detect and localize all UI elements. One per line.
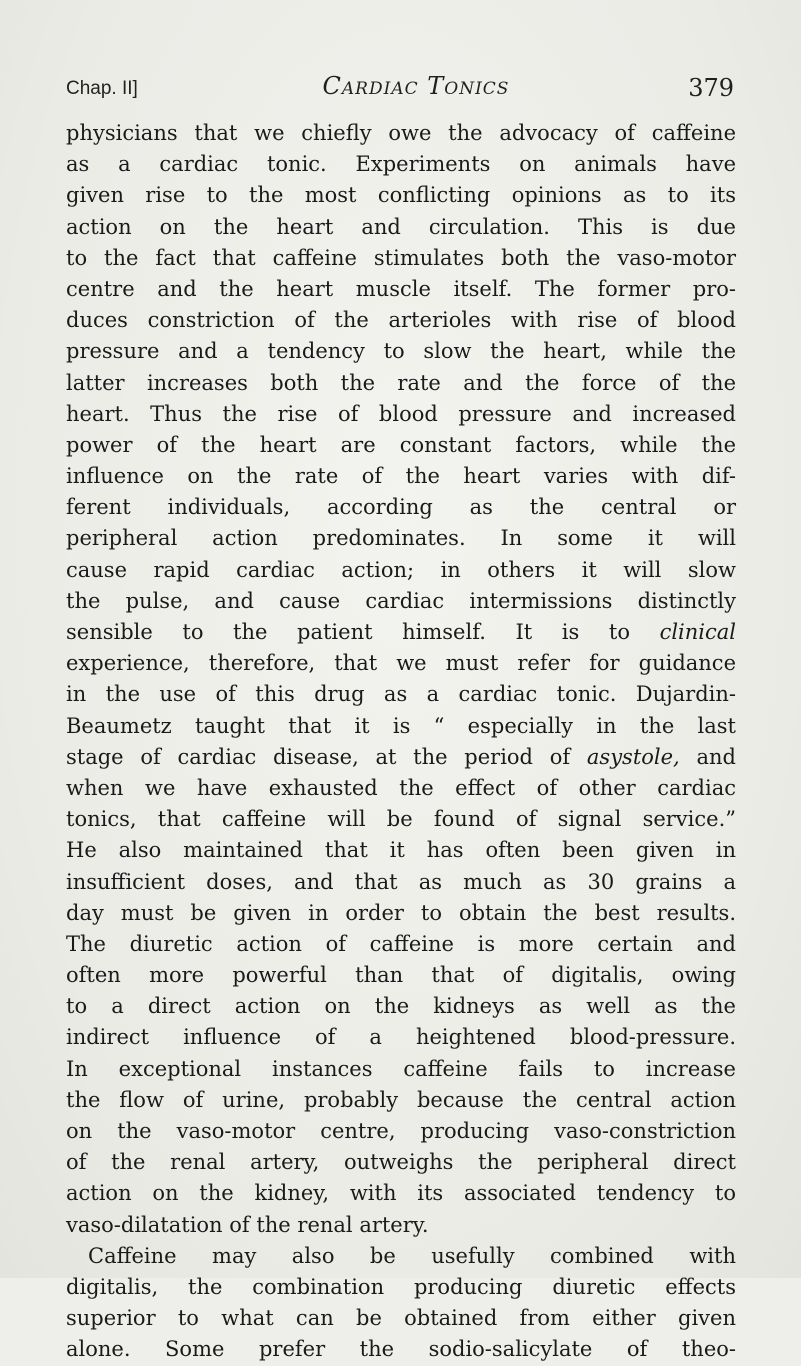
chapter-label: Chap. II]: [66, 78, 138, 99]
text-line: Beaumetz taught that it is “ especially in the last: [66, 713, 736, 738]
text-line: the pulse, and cause cardiac intermissions distinctly: [66, 588, 736, 613]
text-line: In exceptional instances caffeine fails to increase: [66, 1056, 736, 1081]
text-line: when we have exhausted the effect of other cardiac: [66, 775, 736, 800]
page-number: 379: [688, 74, 734, 102]
body-text: [66, 118, 736, 1366]
italic-term: asystole,: [586, 744, 680, 769]
text-line: indirect influence of a heightened blood-pressure.: [66, 1025, 736, 1050]
text-line: action on the kidney, with its associated tendency to: [66, 1181, 736, 1206]
text-line: given rise to the most conflicting opinions as to its: [66, 183, 736, 208]
text-line: heart. Thus the rise of blood pressure and increased: [66, 401, 736, 426]
text-line: digitalis, the combination producing diuretic effects: [66, 1274, 736, 1299]
running-header: [66, 72, 736, 112]
text-line: experience, therefore, that we must refer for guidance: [66, 651, 736, 676]
text-line: on the vaso-motor centre, producing vaso-constriction: [66, 1119, 736, 1143]
text-line: often more powerful than that of digitalis, owing: [66, 963, 736, 988]
text-line: physicians that we chiefly owe the advocacy of caffeine: [66, 121, 736, 145]
text-line: pressure and a tendency to slow the heart, while the: [66, 339, 736, 364]
text-line: as a cardiac tonic. Experiments on animals have: [66, 152, 736, 177]
text-line: centre and the heart muscle itself. The former pro-: [66, 276, 736, 301]
text-line-with-italic: [66, 742, 736, 773]
text-line: duces constriction of the arterioles with rise of blood: [66, 308, 736, 333]
paragraph-start-line: Caffeine may also be usefully combined with: [88, 1243, 736, 1268]
text-line: cause rapid cardiac action; in others it will slow: [66, 557, 736, 582]
text-line-with-italic: [66, 617, 736, 648]
text-line: of the renal artery, outweighs the peripheral direct: [66, 1150, 736, 1175]
paragraph-end-line: vaso-dilatation of the renal artery.: [66, 1212, 429, 1237]
text-line: He also maintained that it has often been given in: [66, 838, 736, 863]
text-line: influence on the rate of the heart varies with dif-: [66, 464, 736, 489]
italic-term: clinical: [659, 620, 736, 644]
text-line: to a direct action on the kidneys as well as the: [66, 994, 736, 1019]
text-segment: stage of cardiac disease, at the period of: [66, 744, 571, 769]
text-line: peripheral action predominates. In some it will: [66, 526, 736, 551]
text-segment: sensible to the patient himself. It is to: [66, 620, 630, 644]
text-line: ferent individuals, according as the central or: [66, 495, 736, 520]
text-line: in the use of this drug as a cardiac tonic. Dujardin-: [66, 682, 736, 707]
text-line: alone. Some prefer the sodio-salicylate of theo-: [66, 1337, 736, 1362]
text-line: tonics, that caffeine will be found of signal service.”: [66, 807, 736, 832]
text-line: day must be given in order to obtain the best results.: [66, 900, 736, 925]
text-line: to the fact that caffeine stimulates both the vaso-motor: [66, 245, 736, 270]
text-line: power of the heart are constant factors, while the: [66, 432, 736, 457]
text-line: the flow of urine, probably because the central action: [66, 1087, 736, 1112]
text-line: superior to what can be obtained from either given: [66, 1306, 736, 1331]
text-line: action on the heart and circulation. This is due: [66, 214, 736, 239]
chapter-title: Cardiac Tonics: [322, 72, 510, 100]
text-line: latter increases both the rate and the force of the: [66, 370, 736, 395]
text-segment: and: [696, 744, 736, 769]
text-line: insufficient doses, and that as much as 30 grains a: [66, 869, 736, 894]
text-line: The diuretic action of caffeine is more certain and: [66, 931, 736, 956]
